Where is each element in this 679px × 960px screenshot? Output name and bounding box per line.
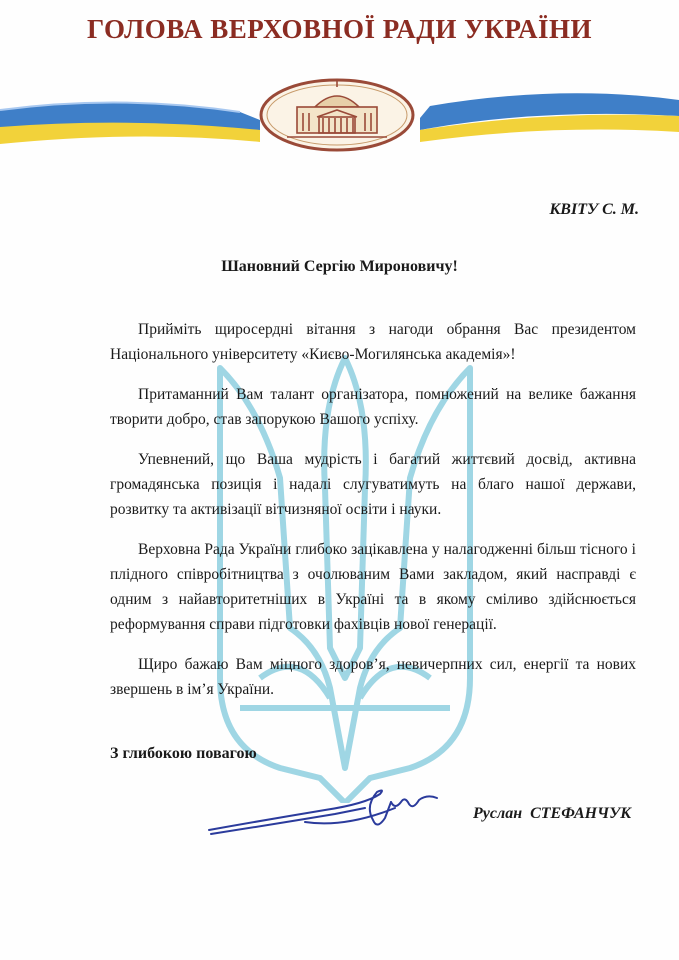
paragraph: Верховна Рада України глибоко зацікавлена у налагодженні більш тісного і плідного співробітництва з очолюваним Вами закладом, який насправді є одним з найавторитетніших в Україні та в якому сміливо здійснюється реформування справи підготовки фахівців нової генерації.: [110, 541, 636, 633]
parliament-building-icon: [257, 77, 417, 153]
letter-body: [110, 317, 636, 717]
paragraph: Упевнений, що Ваша мудрість і багатий життєвий досвід, активна громадянська позиція і надалі слугуватимуть на благо нашої держави, розвитку та активізації вітчизняної освіти і науки.: [110, 451, 636, 518]
signer-name: Руслан СТЕФАНЧУК: [473, 805, 632, 822]
paragraph: Щиро бажаю Вам міцного здоров’я, невичерпних сил, енергії та нових звершень в ім’я України.: [110, 656, 636, 698]
salutation: Шановний Сергію Мироновичу!: [221, 258, 458, 275]
paragraph: Притаманний Вам талант організатора, помножений на велике бажання творити добро, став запорукою Вашого успіху.: [110, 386, 636, 428]
closing-phrase: З глибокою повагою: [110, 745, 257, 762]
paragraph: Прийміть щиросердні вітання з нагоди обрання Вас президентом Національного університету «Києво-Могилянська академія»!: [110, 321, 636, 363]
handwritten-signature: [205, 780, 445, 850]
addressee: КВІТУ С. М.: [549, 201, 639, 218]
letterhead-title: ГОЛОВА ВЕРХОВНОЇ РАДИ УКРАЇНИ: [86, 14, 593, 44]
